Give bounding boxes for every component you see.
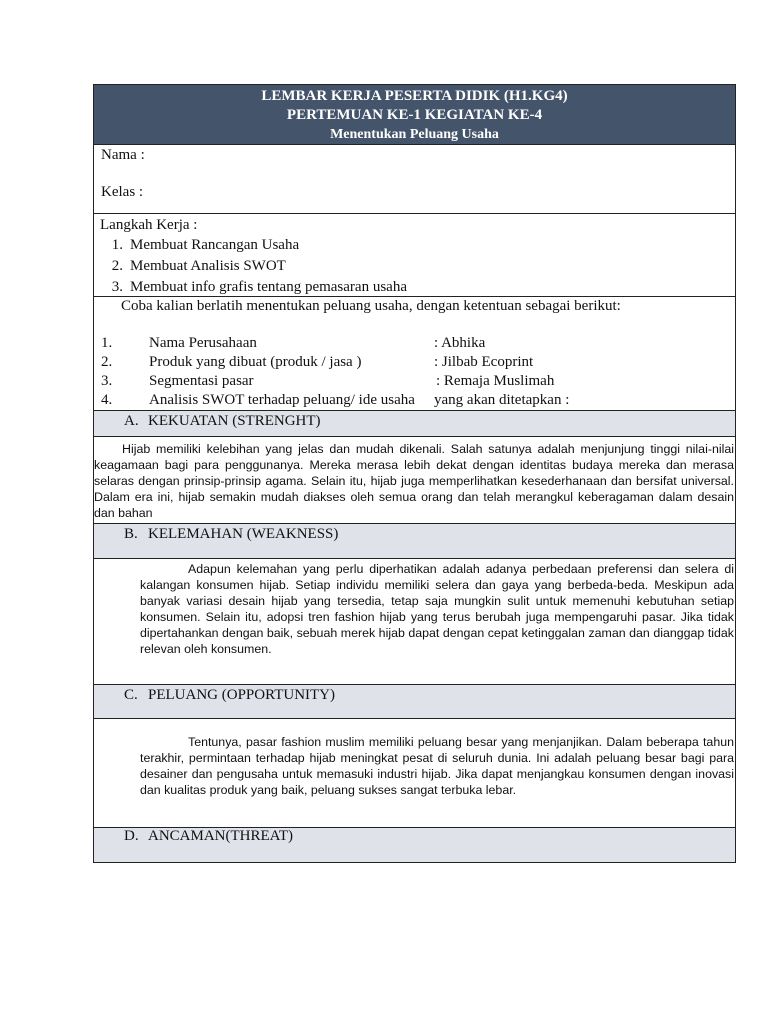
weakness-text-cell <box>94 559 735 685</box>
opportunity-heading: C. PELUANG (OPPORTUNITY) <box>94 685 735 719</box>
opportunity-text: Tentunya, pasar fashion muslim memiliki peluang besar yang menjanjikan. Dalam beberapa tahun terakhir, permintaan terhadap hijab meningkat pesat di seluruh dunia. Ini adalah peluang besar bagi para desainer dan pengusaha untuk memasuki industri hijab. Jika dapat menjangkau konsumen dengan inovasi dan kualitas produk yang baik, peluang sukses sangat terbuka lebar. <box>140 735 734 797</box>
kelas-label: Kelas : <box>101 184 144 200</box>
list-item: 3. Membuat info grafis tentang pemasaran usaha <box>111 279 407 295</box>
header-title: LEMBAR KERJA PESERTA DIDIK (H1.KG4) <box>261 88 568 104</box>
weakness-heading: B. KELEMAHAN (WEAKNESS) <box>94 524 735 559</box>
task-row: 4. Analisis SWOT terhadap peluang/ ide usaha yang akan ditetapkan : <box>101 392 570 408</box>
strength-title: KEKUATAN (STRENGHT) <box>148 413 321 429</box>
opportunity-text-cell <box>94 719 735 828</box>
header-meeting: PERTEMUAN KE-1 KEGIATAN KE-4 <box>286 107 543 123</box>
threat-heading: D. ANCAMAN(THREAT) <box>94 828 735 862</box>
nama-label: Nama : <box>101 147 145 163</box>
header-topic: Menentukan Peluang Usaha <box>330 127 499 142</box>
task-row: 2. Produk yang dibuat (produk / jasa ) : Jilbab Ecoprint <box>101 354 534 370</box>
work-steps-section <box>94 214 735 297</box>
strength-heading: A. KEKUATAN (STRENGHT) <box>94 411 735 437</box>
task-section <box>94 297 735 411</box>
list-item: 2. Membuat Analisis SWOT <box>111 258 286 274</box>
worksheet-table <box>93 84 736 863</box>
task-row: 1. Nama Perusahaan : Abhika <box>101 335 486 351</box>
weakness-title: KELEMAHAN (WEAKNESS) <box>148 526 339 542</box>
weakness-text: Adapun kelemahan yang perlu diperhatikan adalah adanya perbedaan preferensi dan selera di kalangan konsumen hijab. Setiap individu memiliki selera dan gaya yang berbeda-beda. Meskipun ada banyak variasi desain hijab yang tersedia, tetap saja mungkin sulit untuk memenuhi kebutuhan setiap konsumen. Selain itu, adopsi tren fashion hijab yang terus berubah juga mempengaruhi pasar. Jika tidak dipertahankan dengan baik, sebuah merek hijab dapat dengan cepat ketinggalan zaman dan dianggap tidak relevan oleh konsumen. <box>140 562 734 656</box>
strength-text: Hijab memiliki kelebihan yang jelas dan mudah dikenali. Salah satunya adalah menjunjung tinggi nilai-nilai keagamaan bagi para penggunanya. Mereka merasa lebih dekat dengan identitas budaya mereka dan merasa selaras dengan prinsip-prinsip agama. Selain itu, hijab juga memperlihatkan kesederhanaan dan bersifat universal. Dalam era ini, hijab semakin mudah diakses oleh semua orang dan telah merangkul keberagaman dalam desain dan bahan <box>94 442 734 520</box>
list-item: 1. Membuat Rancangan Usaha <box>111 237 300 253</box>
threat-title: ANCAMAN(THREAT) <box>148 828 293 844</box>
work-steps-list <box>100 235 735 298</box>
identity-section <box>94 145 735 214</box>
strength-text-cell <box>94 437 735 524</box>
task-intro: Coba kalian berlatih menentukan peluang usaha, dengan ketentuan sebagai berikut: <box>121 298 621 314</box>
worksheet-header <box>94 85 735 145</box>
opportunity-title: PELUANG (OPPORTUNITY) <box>148 687 336 703</box>
work-steps-title: Langkah Kerja : <box>100 217 198 233</box>
task-row: 3. Segmentasi pasar : Remaja Muslimah <box>101 373 555 389</box>
